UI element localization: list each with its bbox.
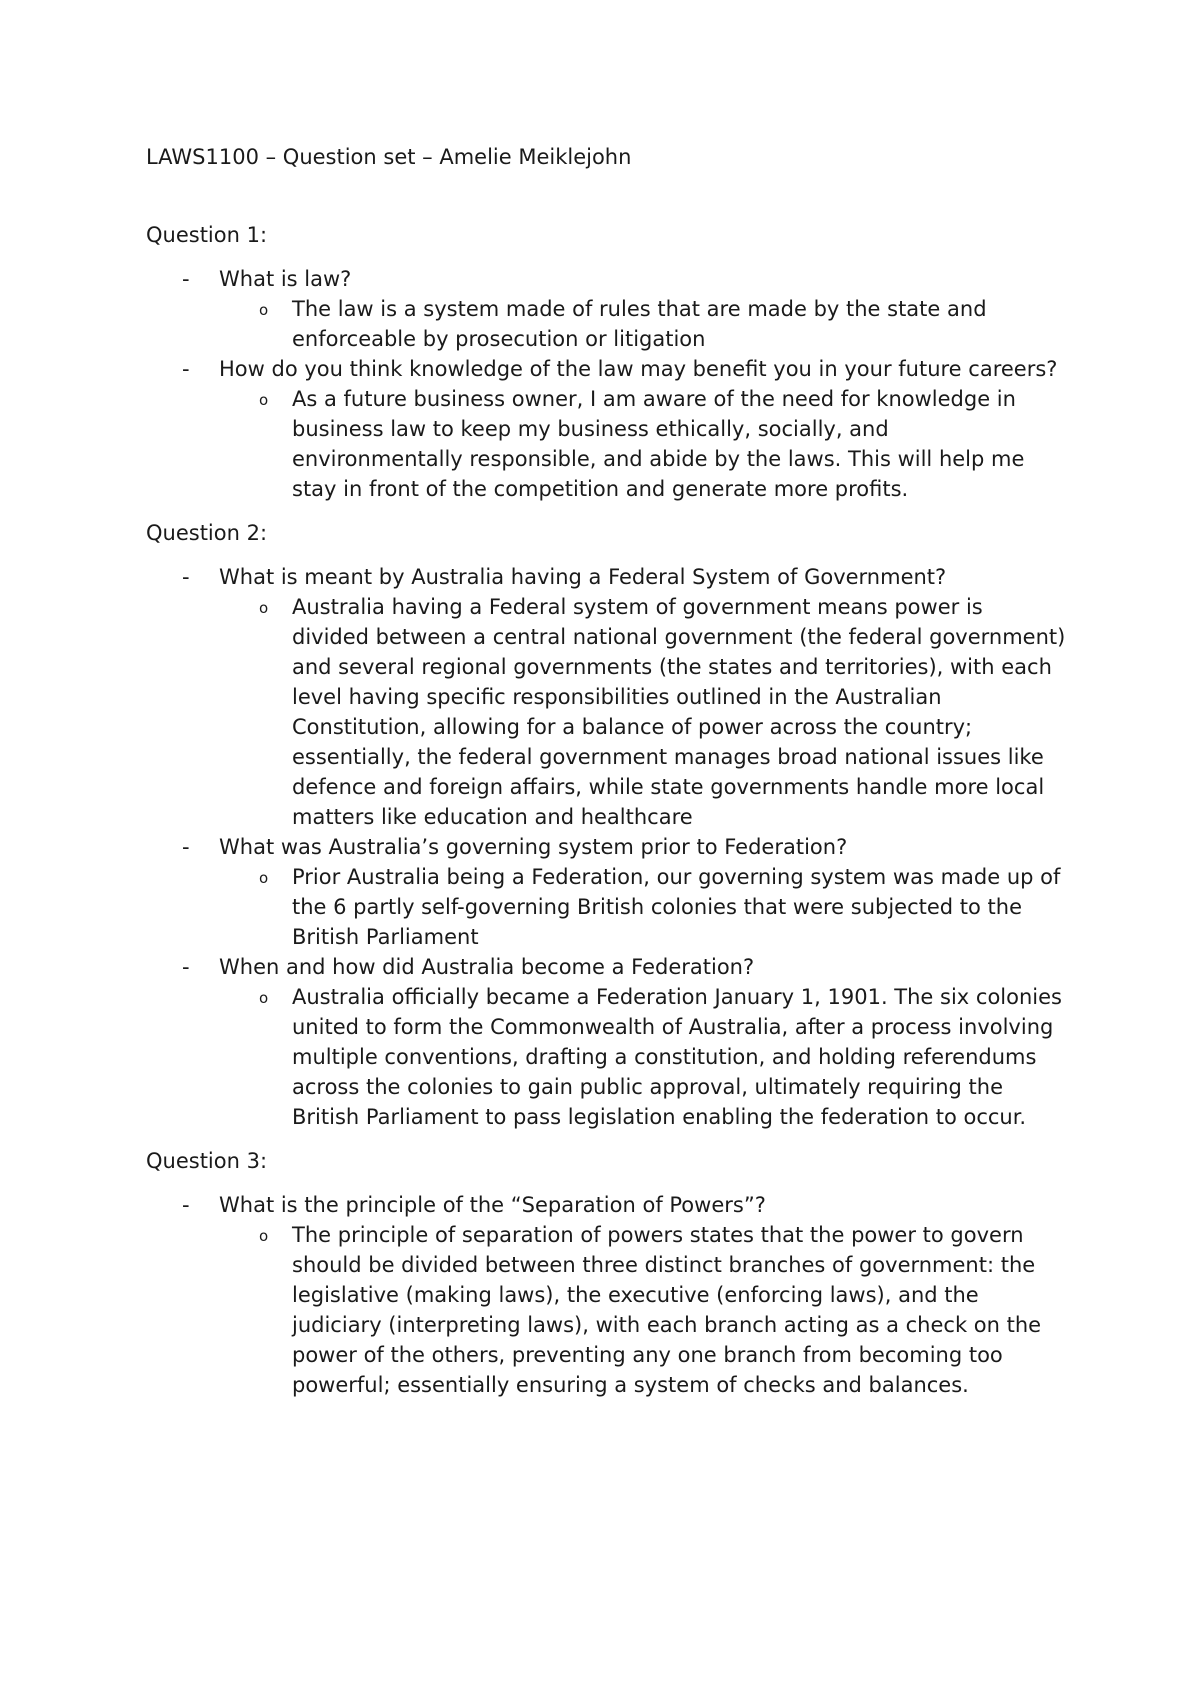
answer-list [219,862,1066,952]
question-item [146,1190,1066,1400]
question-list [146,264,1066,504]
question-item [146,562,1066,832]
answer-list [219,1220,1066,1400]
answer-item [219,1220,1066,1400]
answer-text: o As a future business owner, I am aware of the need for knowledge in business law to keep my business ethically, socially, and environmentally responsible, and abide by the laws. This will help me stay in front of the competition and generate more profits. [292,387,1025,501]
answer-list [219,294,1066,354]
answer-list [219,982,1066,1132]
question-heading: Question 2: [146,521,268,545]
question-text: - How do you think knowledge of the law may benefit you in your future careers? [219,357,1058,381]
answer-item [219,384,1066,504]
question-section-2 [146,518,1066,1132]
answer-text: o Australia having a Federal system of government means power is divided between a central national government (the federal government) and several regional governments (the states and territories), with each level having specific responsibilities outlined in the Australian Constitution, allowing for a balance of power across the country; essentially, the federal government manages broad national issues like defence and foreign affairs, while state governments handle more local matters like education and healthcare [292,595,1066,829]
question-item [146,952,1066,1132]
question-section-3 [146,1146,1066,1400]
question-item [146,832,1066,952]
question-heading: Question 1: [146,223,268,247]
answer-item [219,982,1066,1132]
answer-list [219,384,1066,504]
answer-text: o The law is a system made of rules that are made by the state and enforceable by prosecution or litigation [292,297,987,351]
question-text: - What is the principle of the “Separation of Powers”? [219,1193,766,1217]
question-list [146,562,1066,1132]
answer-text: o The principle of separation of powers states that the power to govern should be divided between three distinct branches of government: the legislative (making laws), the executive (enforcing laws), and the judiciary (interpreting laws), with each branch acting as a check on the power of the others, preventing any one branch from becoming too powerful; essentially ensuring a system of checks and balances. [292,1223,1042,1397]
answer-item [219,294,1066,354]
question-text: - What was Australia’s governing system prior to Federation? [219,835,848,859]
question-text: - What is meant by Australia having a Federal System of Government? [219,565,947,589]
document-page [146,142,1066,1414]
question-item [146,264,1066,354]
question-text: - When and how did Australia become a Federation? [219,955,755,979]
question-section-1 [146,220,1066,504]
question-list [146,1190,1066,1400]
answer-text: o Prior Australia being a Federation, our governing system was made up of the 6 partly self-governing British colonies that were subjected to the British Parliament [292,865,1061,949]
answer-item [219,592,1066,832]
answer-list [219,592,1066,832]
question-heading: Question 3: [146,1149,268,1173]
answer-item [219,862,1066,952]
question-item [146,354,1066,504]
document-title: LAWS1100 – Question set – Amelie Meiklejohn [146,145,632,169]
answer-text: o Australia officially became a Federation January 1, 1901. The six colonies united to form the Commonwealth of Australia, after a process involving multiple conventions, drafting a constitution, and holding referendums across the colonies to gain public approval, ultimately requiring the British Parliament to pass legislation enabling the federation to occur. [292,985,1062,1129]
question-text: - What is law? [219,267,352,291]
